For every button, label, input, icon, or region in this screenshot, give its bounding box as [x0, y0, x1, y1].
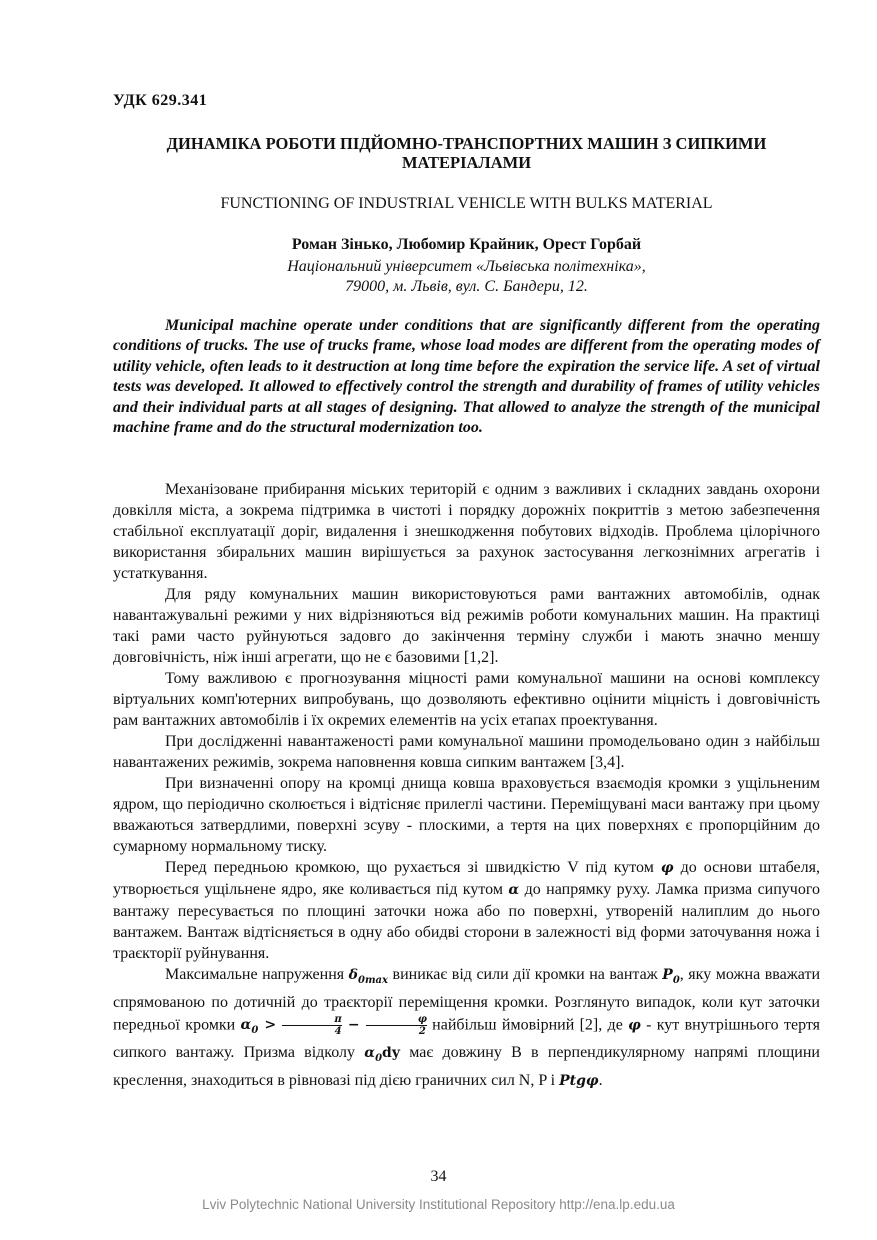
text: до напрямку руху. Ламка призма сипучого вантажу пересувається по площині заточки ножа або по поверхні, утвореній налиплим до нього вантажем. Вантаж відтісняється в одну або обидві сторони в залежності від форми заточування ножа і траєкторії руйнування.	[113, 881, 821, 962]
subscript: 0	[672, 974, 680, 986]
symbol: α	[240, 1017, 252, 1034]
numerator: φ	[366, 1014, 427, 1026]
udc-code: УДК 629.341	[113, 92, 208, 109]
text: найбільш ймовірний [2], де	[426, 1016, 629, 1034]
math-phi: φ	[628, 1017, 641, 1034]
text: , яку можна вважати спрямованою по дотичній до траєкторії переміщення кромки. Розглянуто випадок, коли кут заточки передньої кромки	[113, 966, 821, 1034]
fraction-pi-4	[282, 1014, 341, 1037]
body-text	[113, 479, 820, 1092]
text: - кут внутрішнього тертя сипкого вантажу. Призма відколу	[113, 1016, 820, 1062]
math-p0	[662, 967, 680, 986]
subscript: 0max	[358, 974, 388, 986]
affiliation-line-2: 79000, м. Львів, вул. С. Бандери, 12.	[345, 277, 588, 295]
symbol: P	[662, 967, 673, 983]
english-title: FUNCTIONING OF INDUSTRIAL VEHICLE WITH BULKS MATERIAL	[220, 195, 713, 212]
fraction-phi-2	[366, 1014, 427, 1037]
symbol: α	[364, 1045, 376, 1062]
paper-title: ДИНАМІКА РОБОТИ ПІДЙОМНО-ТРАНСПОРТНИХ МАШИН З СИПКИМИ МАТЕРІАЛАМИ	[166, 134, 767, 172]
paragraph: При дослідженні навантаженості рами комунальної машини промодельовано один з найбільш навантажених режимів, зокрема наповнення ковша сипким вантажем [3,4].	[113, 733, 820, 771]
math-ptg-phi: Ptgφ	[559, 1072, 599, 1089]
subscript: 0	[375, 1052, 383, 1064]
paragraph: При визначенні опору на кромці днища ковша враховується взаємодія кромки з ущільненим ядром, що періодично сколюється і відтісняє прилеглі частини. Переміщувані маси вантажу при цьому вважаються затвердлими, поверхні зсуву - плоскими, а тертя на цих поверхнях є пропорційним до сумарному нормальному тиску.	[113, 775, 820, 855]
text: має довжину В в перпендикулярному напрямі площини креслення, знаходиться в рівновазі під дією граничних сил N, P і	[113, 1044, 820, 1089]
text: до основи штабеля, утворюється ущільнене ядро, яке коливається під кутом	[113, 859, 820, 898]
affiliation	[113, 257, 820, 296]
page-number: 34	[430, 1168, 447, 1185]
subscript: 0	[251, 1025, 259, 1037]
symbol: δ	[348, 967, 358, 983]
abstract: Municipal machine operate under conditions that are significantly different from the operating conditions of trucks. The use of trucks frame, whose load modes are different from the operating modes of utility vehicle, often leads to it destruction at long time before the expiration the service life. A set of virtual tests was developed. It allowed to effectively control the strength and durability of frames of utility vehicles and their individual parts at all stages of designing. That allowed to analyze the strength of the municipal machine frame and do the structural modernization too.	[113, 317, 820, 437]
operator: −	[341, 1017, 366, 1034]
math-alpha0-dy	[364, 1045, 400, 1064]
affiliation-line-1: Національний університет «Львівська політехніка»,	[287, 258, 646, 275]
paragraph	[113, 857, 820, 964]
repository-footer: Lviv Polytechnic National University Institutional Repository http://ena.lp.edu.ua	[202, 1197, 675, 1212]
operator: >	[258, 1017, 283, 1034]
numerator: π	[282, 1014, 341, 1026]
math-phi: φ	[660, 860, 674, 876]
authors: Роман Зінько, Любомир Крайник, Орест Горбай	[291, 236, 642, 253]
text: .	[598, 1071, 603, 1089]
math-delta	[348, 967, 388, 986]
text: виникає від сили дії кромки на вантаж	[387, 966, 663, 983]
math-inequality	[240, 1013, 427, 1037]
denominator: 4	[334, 1025, 342, 1037]
text: Перед передньою кромкою, що рухається зі швидкістю V під кутом	[165, 859, 661, 876]
paragraph	[113, 964, 820, 1092]
paragraph: Механізоване прибирання міських територій є одним з важливих і складних завдань охорони довкілля міста, а зокрема підтримка в чистоті і порядку дорожніх покриттів з метою забезпечення стабільної експлуатації доріг, видалення і знешкодження побутових відходів. Проблема цілорічного використання збиральних машин вирішується за рахунок застосування легкознімних агрегатів і устаткування.	[113, 481, 820, 582]
denominator: 2	[418, 1025, 426, 1037]
math-alpha: α	[508, 882, 520, 898]
text: Максимальне напруження	[165, 966, 349, 983]
symbol: dy	[382, 1045, 400, 1062]
paragraph: Для ряду комунальних машин використовуються рами вантажних автомобілів, однак навантажувальні режими у них відрізняються від режимів роботи комунальних машин. На практиці такі рами часто руйнуються задовго до закінчення терміну служби і мають значно меншу довговічність, ніж інші агрегати, що не є базовими [1,2].	[113, 586, 820, 666]
paragraph: Тому важливою є прогнозування міцності рами комунальної машини на основі комплексу віртуальних комп'ютерних випробувань, що дозволяють ефективно оцінити міцність і довговічність рам вантажних автомобілів і їх окремих елементів на усіх етапах проектування.	[113, 670, 820, 729]
